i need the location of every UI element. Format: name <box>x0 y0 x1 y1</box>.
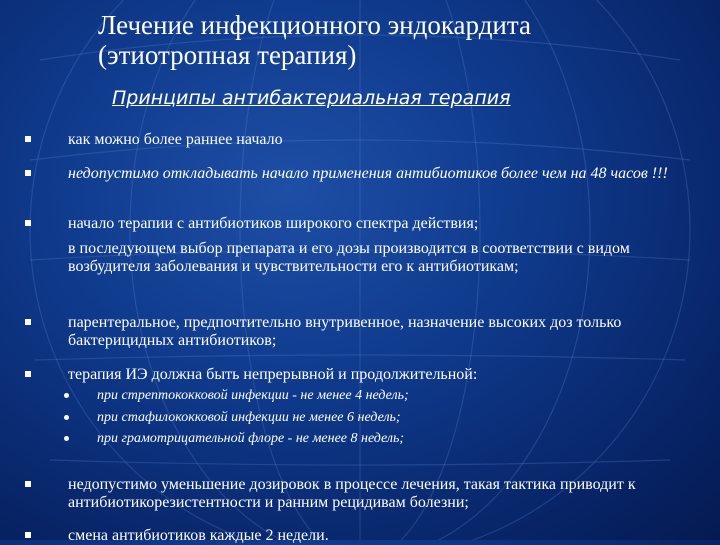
page-title <box>98 10 698 70</box>
sub-list-item-text: при стафилококковой инфекции не менее 6 недель; <box>97 410 401 425</box>
list-item-text: начало терапии с антибиотиков широкого спектра действия; <box>68 215 479 232</box>
sub-list-item-text: при грамотрицательной флоре - не менее 8 недель; <box>97 431 405 446</box>
square-bullet-icon <box>25 532 31 538</box>
list-item-text: парентеральное, предпочтительно внутривенное, назначение высоких доз только бактерицидных антибиотиков; <box>68 314 622 349</box>
square-bullet-icon <box>25 319 31 325</box>
list-item-text: как можно более раннее начало <box>68 131 283 148</box>
square-bullet-icon <box>25 371 31 377</box>
square-bullet-icon <box>25 136 31 142</box>
list-item-text: недопустимо уменьшение дозировок в процессе лечения, такая тактика приводит к антибиотикорезистентности и ранним рецидивам болезни; <box>68 476 636 511</box>
list-item-text: в последующем выбор препарата и его дозы производится в соответствии с видом возбудителя заболевания и чувствительности его к антибиотикам; <box>68 240 630 275</box>
square-bullet-icon <box>25 481 31 487</box>
section-subtitle: Принципы антибактериальная терапия <box>112 87 511 109</box>
round-bullet-icon <box>64 436 69 441</box>
square-bullet-icon <box>25 170 31 176</box>
round-bullet-icon <box>64 415 69 420</box>
list-item-text: недопустимо откладывать начало применения антибиотиков более чем на 48 часов !!! <box>68 165 668 182</box>
title-line-2: (этиотропная терапия) <box>98 40 357 70</box>
sub-list-item-text: при стрептококковой инфекции - не менее 4 недель; <box>97 388 409 403</box>
title-line-1: Лечение инфекционного эндокардита <box>98 10 531 40</box>
round-bullet-icon <box>64 393 69 398</box>
square-bullet-icon <box>25 220 31 226</box>
list-item-text: смена антибиотиков каждые 2 недели. <box>68 527 329 544</box>
list-item-text: терапия ИЭ должна быть непрерывной и продолжительной: <box>68 366 478 383</box>
